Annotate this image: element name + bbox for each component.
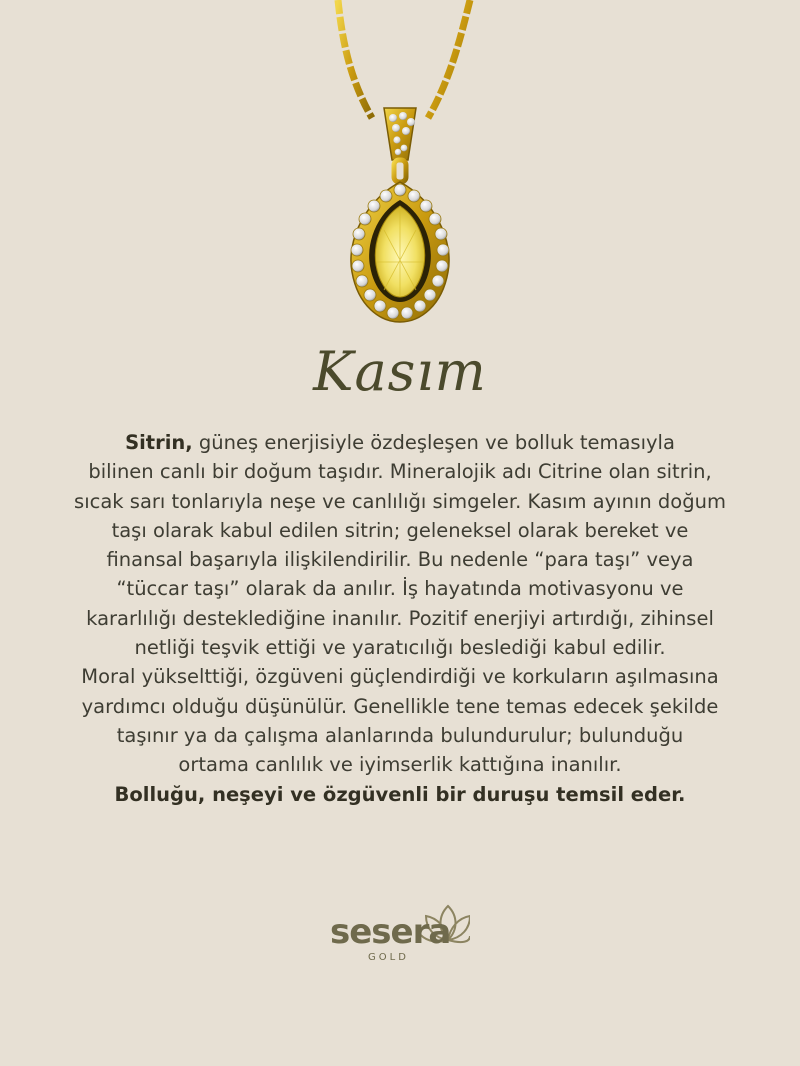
description-line: ortama canlılık ve iyimserlik kattığına inanılır. (178, 753, 622, 777)
description-line: bilinen canlı bir doğum taşıdır. Mineralojik adı Citrine olan sitrin, (88, 460, 712, 484)
description-line: taşı olarak kabul edilen sitrin; geleneksel olarak bereket ve (111, 518, 689, 542)
description-line: “tüccar taşı” olarak da anılır. İş hayatında motivasyonu ve (116, 577, 684, 601)
description-text (30, 428, 770, 809)
description-line: kararlılığı desteklediğine inanılır. Pozitif enerjiyi artırdığı, zihinsel (86, 606, 714, 630)
description-line: finansal başarıyla ilişkilendirilir. Bu nedenle “para taşı” veya (106, 548, 694, 572)
description-line: Moral yükselttiği, özgüveni güçlendirdiği ve korkuların aşılmasına (81, 665, 719, 689)
description-line-1 (30, 428, 770, 457)
description-line: sıcak sarı tonlarıyla neşe ve canlılığı simgeler. Kasım ayının doğum (74, 489, 726, 513)
description-line: netliği teşvik ettiği ve yaratıcılığı beslediği kabul edilir. (134, 636, 666, 660)
brand-logo (330, 900, 470, 970)
description-line: taşınır ya da çalışma alanlarında bulundurulur; bulunduğu (116, 723, 684, 747)
description-line: yardımcı olduğu düşünülür. Genellikle tene temas edecek şekilde (81, 694, 719, 718)
page-title: Kasım (313, 340, 487, 403)
description-lead: Sitrin, (125, 431, 193, 454)
brand-name: sesera (330, 912, 451, 952)
closing-statement: Bolluğu, neşeyi ve özgüvenli bir duruşu temsil eder. (114, 782, 686, 806)
citrine-pendant-image (300, 0, 500, 340)
description-line-1-rest: güneş enerjisiyle özdeşleşen ve bolluk temasıyla (192, 431, 675, 454)
brand-sub: GOLD (368, 952, 409, 963)
